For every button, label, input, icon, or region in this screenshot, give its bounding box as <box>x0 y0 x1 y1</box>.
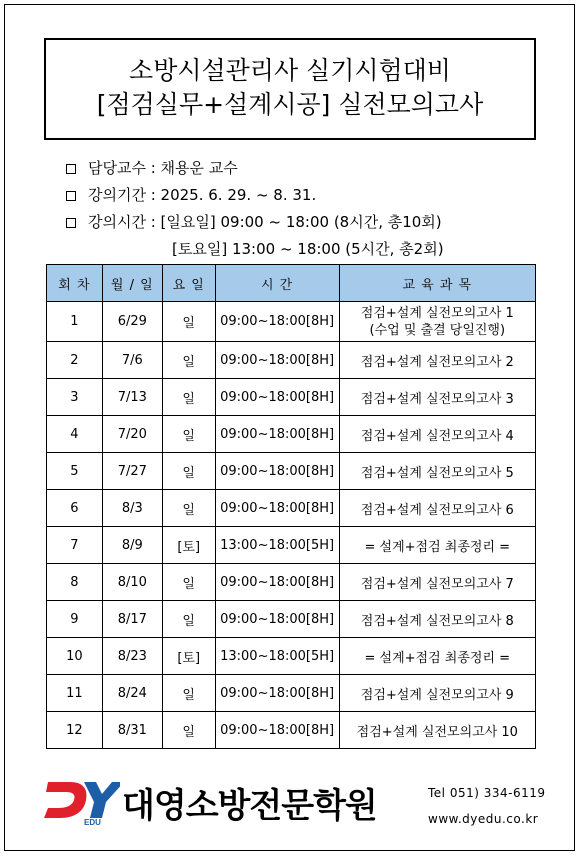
info-instructor <box>66 155 444 182</box>
instructor-text: 담당교수 : 채용운 교수 <box>88 159 238 177</box>
table-row <box>47 527 536 564</box>
course-info <box>66 155 444 263</box>
cell-round: 2 <box>47 342 103 379</box>
cell-subject: 점검+설계 실전모의고사 3 <box>339 379 535 416</box>
cell-day: 일 <box>162 601 215 638</box>
time-sunday-text: 강의시간 : [일요일] 09:00 ~ 18:00 (8시간, 총10회) <box>88 213 442 231</box>
cell-day: 일 <box>162 712 215 749</box>
cell-time: 09:00~18:00[8H] <box>215 453 339 490</box>
cell-subject: 점검+설계 실전모의고사 2 <box>339 342 535 379</box>
cell-day: [토] <box>162 527 215 564</box>
square-bullet-icon <box>66 164 76 174</box>
table-row <box>47 302 536 342</box>
cell-subject: = 설계+점검 최종정리 = <box>339 638 535 675</box>
cell-round: 5 <box>47 453 103 490</box>
cell-time: 09:00~18:00[8H] <box>215 379 339 416</box>
table-row <box>47 638 536 675</box>
cell-day: 일 <box>162 490 215 527</box>
cell-subject: 점검+설계 실전모의고사 7 <box>339 564 535 601</box>
schedule-table <box>46 264 536 749</box>
cell-time: 09:00~18:00[8H] <box>215 302 339 342</box>
school-name: 대영소방전문학원 <box>122 786 377 826</box>
cell-round: 10 <box>47 638 103 675</box>
square-bullet-icon <box>66 191 76 201</box>
cell-day: 일 <box>162 453 215 490</box>
header-date: 월 / 일 <box>102 265 162 302</box>
subject-note: (수업 및 출결 당일진행) <box>369 322 506 338</box>
table-row <box>47 564 536 601</box>
cell-date: 8/31 <box>102 712 162 749</box>
cell-time: 09:00~18:00[8H] <box>215 712 339 749</box>
cell-day: 일 <box>162 302 215 342</box>
table-row <box>47 490 536 527</box>
header-round: 회 차 <box>47 265 103 302</box>
cell-date: 8/9 <box>102 527 162 564</box>
cell-day: 일 <box>162 342 215 379</box>
info-period <box>66 182 444 209</box>
header-subject: 교 육 과 목 <box>339 265 535 302</box>
cell-day: 일 <box>162 675 215 712</box>
title-line-2: [점검실무+설계시공] 실전모의고사 <box>96 90 484 119</box>
cell-time: 09:00~18:00[8H] <box>215 416 339 453</box>
schedule-body <box>47 302 536 749</box>
website-link[interactable]: www.dyedu.co.kr <box>428 812 539 826</box>
period-text: 강의기간 : 2025. 6. 29. ~ 8. 31. <box>88 186 317 204</box>
cell-date: 8/3 <box>102 490 162 527</box>
cell-subject: 점검+설계 실전모의고사 10 <box>339 712 535 749</box>
cell-time: 09:00~18:00[8H] <box>215 490 339 527</box>
table-row <box>47 712 536 749</box>
cell-date: 7/20 <box>102 416 162 453</box>
cell-subject: 점검+설계 실전모의고사 5 <box>339 453 535 490</box>
cell-day: 일 <box>162 379 215 416</box>
square-bullet-icon <box>66 218 76 228</box>
table-row <box>47 453 536 490</box>
cell-subject: 점검+설계 실전모의고사 9 <box>339 675 535 712</box>
table-header-row <box>47 265 536 302</box>
cell-round: 6 <box>47 490 103 527</box>
cell-subject: 점검+설계 실전모의고사 4 <box>339 416 535 453</box>
cell-subject: 점검+설계 실전모의고사 8 <box>339 601 535 638</box>
cell-time: 09:00~18:00[8H] <box>215 601 339 638</box>
cell-subject: = 설계+점검 최종정리 = <box>339 527 535 564</box>
cell-time: 09:00~18:00[8H] <box>215 564 339 601</box>
table-row <box>47 342 536 379</box>
info-time-saturday <box>66 236 444 263</box>
info-time-sunday <box>66 209 444 236</box>
logo-sub-text: EDU <box>84 818 101 826</box>
cell-subject <box>339 302 535 342</box>
cell-day: 일 <box>162 564 215 601</box>
title-line-1: 소방시설관리사 실기시험대비 <box>129 56 451 85</box>
cell-date: 8/24 <box>102 675 162 712</box>
cell-date: 8/17 <box>102 601 162 638</box>
header-day: 요 일 <box>162 265 215 302</box>
cell-day: [토] <box>162 638 215 675</box>
cell-time: 13:00~18:00[5H] <box>215 527 339 564</box>
table-row <box>47 379 536 416</box>
title-box <box>44 38 536 140</box>
cell-round: 11 <box>47 675 103 712</box>
cell-date: 6/29 <box>102 302 162 342</box>
cell-time: 13:00~18:00[5H] <box>215 638 339 675</box>
cell-round: 1 <box>47 302 103 342</box>
cell-time: 09:00~18:00[8H] <box>215 342 339 379</box>
cell-date: 8/10 <box>102 564 162 601</box>
table-row <box>47 416 536 453</box>
cell-round: 7 <box>47 527 103 564</box>
cell-subject: 점검+설계 실전모의고사 6 <box>339 490 535 527</box>
cell-date: 7/6 <box>102 342 162 379</box>
cell-round: 4 <box>47 416 103 453</box>
cell-round: 3 <box>47 379 103 416</box>
contact-info <box>428 780 546 832</box>
cell-round: 9 <box>47 601 103 638</box>
tel-text: Tel 051) 334-6119 <box>428 786 546 800</box>
header-time: 시 간 <box>215 265 339 302</box>
table-row <box>47 601 536 638</box>
subject-text: 점검+설계 실전모의고사 1 <box>360 305 514 321</box>
cell-round: 8 <box>47 564 103 601</box>
cell-date: 7/27 <box>102 453 162 490</box>
cell-time: 09:00~18:00[8H] <box>215 675 339 712</box>
dy-edu-logo <box>44 776 120 826</box>
cell-date: 7/13 <box>102 379 162 416</box>
cell-date: 8/23 <box>102 638 162 675</box>
time-saturday-text: [토요일] 13:00 ~ 18:00 (5시간, 총2회) <box>172 240 444 258</box>
table-row <box>47 675 536 712</box>
cell-round: 12 <box>47 712 103 749</box>
cell-day: 일 <box>162 416 215 453</box>
